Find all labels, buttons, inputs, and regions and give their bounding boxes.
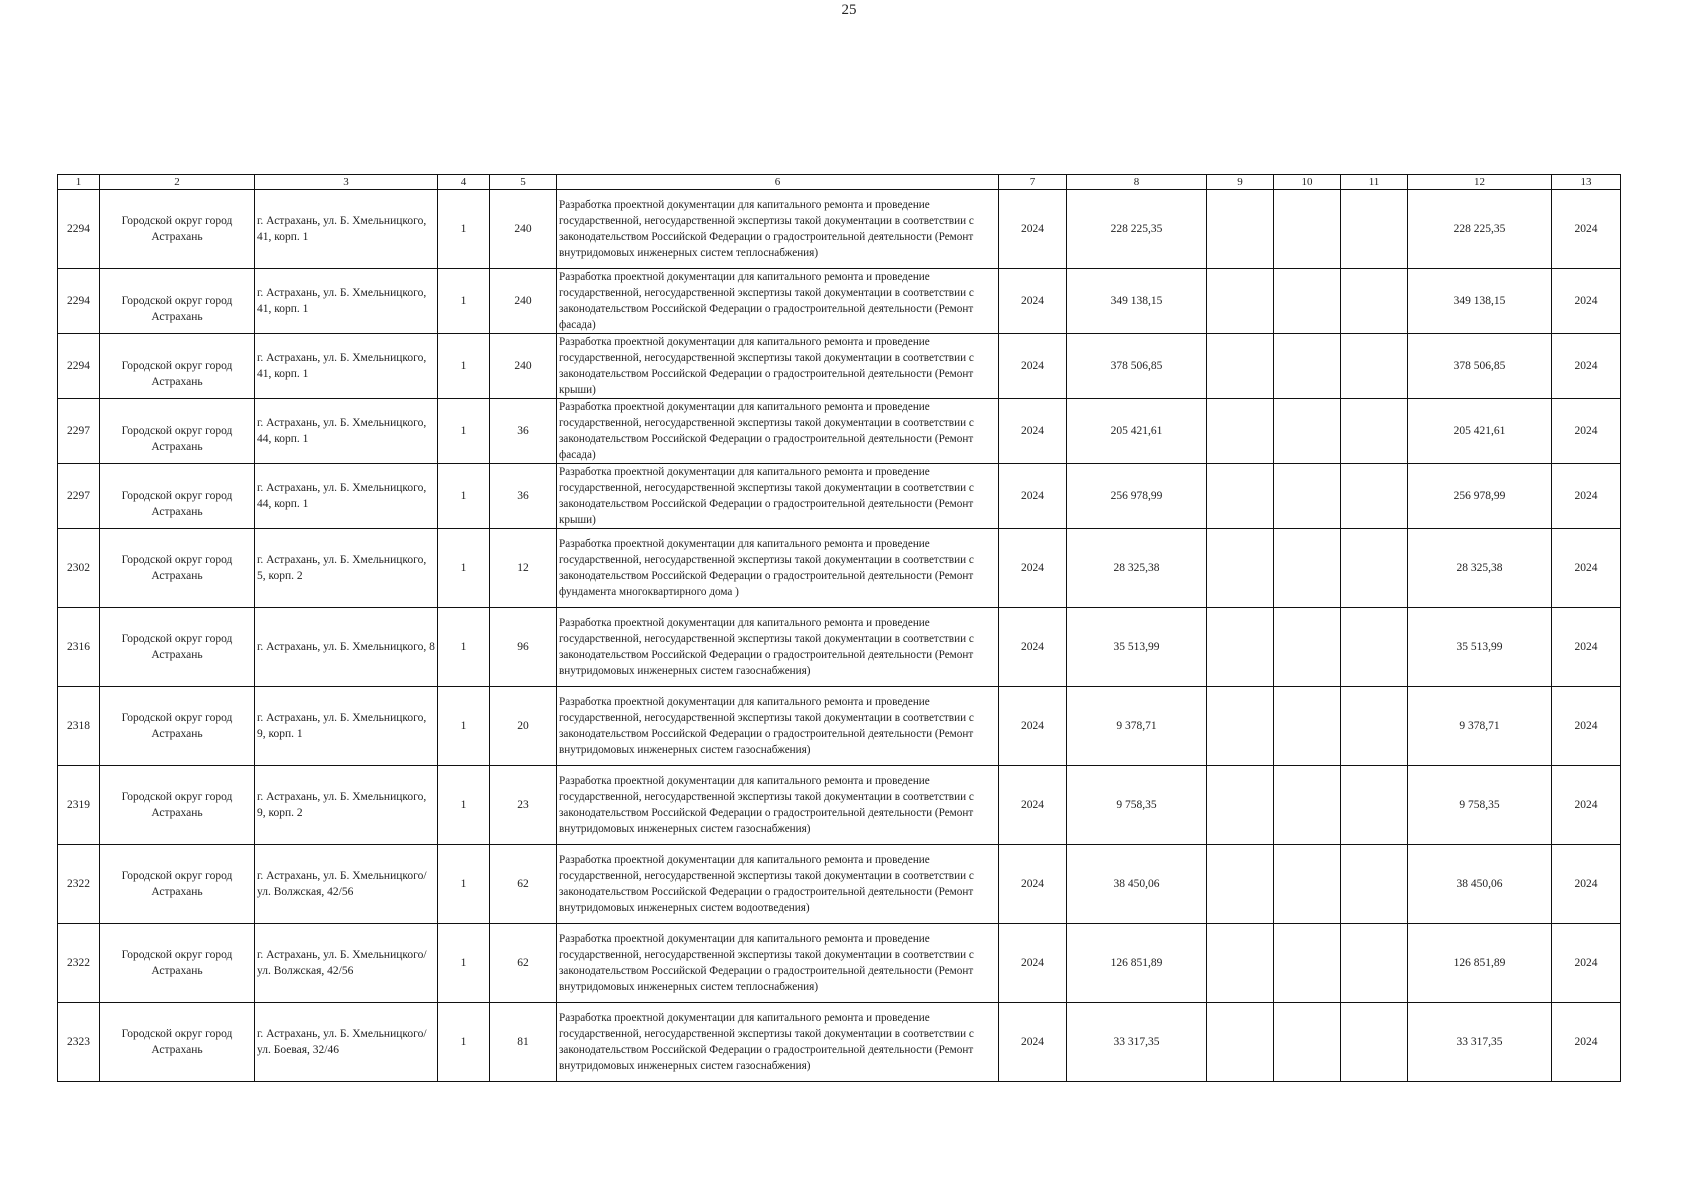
col12-amount: 126 851,89 bbox=[1408, 924, 1552, 1003]
amount: 9 758,35 bbox=[1067, 766, 1207, 845]
year: 2024 bbox=[999, 924, 1067, 1003]
year: 2024 bbox=[999, 190, 1067, 269]
col13-year: 2024 bbox=[1552, 687, 1621, 766]
municipality: Городской округ город Астрахань bbox=[100, 687, 255, 766]
col10-value bbox=[1274, 687, 1341, 766]
year: 2024 bbox=[999, 529, 1067, 608]
municipality: Городской округ город Астрахань bbox=[100, 845, 255, 924]
amount: 349 138,15 bbox=[1067, 269, 1207, 334]
work-description: Разработка проектной документации для капитального ремонта и проведение государственной, негосударственной экспертизы такой документации в соответствии с законодательством Российской Федерации о градостроительной деятельности (Ремонт фундамента многоквартирного дома ) bbox=[557, 529, 999, 608]
col11-value bbox=[1341, 924, 1408, 1003]
amount: 33 317,35 bbox=[1067, 1003, 1207, 1082]
col9-value bbox=[1207, 924, 1274, 1003]
municipality: Городской округ город Астрахань bbox=[100, 529, 255, 608]
page-number: 25 bbox=[841, 2, 857, 18]
col12-amount: 35 513,99 bbox=[1408, 608, 1552, 687]
col4-value: 1 bbox=[438, 334, 490, 399]
amount: 38 450,06 bbox=[1067, 845, 1207, 924]
municipality: Городской округ город Астрахань bbox=[100, 190, 255, 269]
table-header bbox=[58, 175, 1621, 190]
col4-value: 1 bbox=[438, 399, 490, 464]
col12-amount: 38 450,06 bbox=[1408, 845, 1552, 924]
col9-value bbox=[1207, 1003, 1274, 1082]
table-row bbox=[58, 399, 1621, 464]
column-header: 4 bbox=[438, 175, 490, 190]
col9-value bbox=[1207, 269, 1274, 334]
col9-value bbox=[1207, 608, 1274, 687]
column-header: 12 bbox=[1408, 175, 1552, 190]
col13-year: 2024 bbox=[1552, 334, 1621, 399]
table-row bbox=[58, 269, 1621, 334]
row-id: 2319 bbox=[58, 766, 100, 845]
work-description: Разработка проектной документации для капитального ремонта и проведение государственной, негосударственной экспертизы такой документации в соответствии с законодательством Российской Федерации о градостроительной деятельности (Ремонт внутридомовых инженерных систем газоснабжения) bbox=[557, 608, 999, 687]
col5-value: 12 bbox=[490, 529, 557, 608]
year: 2024 bbox=[999, 464, 1067, 529]
row-id: 2302 bbox=[58, 529, 100, 608]
col5-value: 240 bbox=[490, 334, 557, 399]
year: 2024 bbox=[999, 1003, 1067, 1082]
col4-value: 1 bbox=[438, 687, 490, 766]
table-row bbox=[58, 1003, 1621, 1082]
table-row bbox=[58, 924, 1621, 1003]
address: г. Астрахань, ул. Б. Хмельницкого, 41, корп. 1 bbox=[255, 269, 438, 334]
table-row bbox=[58, 766, 1621, 845]
col11-value bbox=[1341, 1003, 1408, 1082]
col13-year: 2024 bbox=[1552, 269, 1621, 334]
column-header: 8 bbox=[1067, 175, 1207, 190]
work-description: Разработка проектной документации для капитального ремонта и проведение государственной, негосударственной экспертизы такой документации в соответствии с законодательством Российской Федерации о градостроительной деятельности (Ремонт фасада) bbox=[557, 399, 999, 464]
row-id: 2322 bbox=[58, 845, 100, 924]
col4-value: 1 bbox=[438, 529, 490, 608]
col12-amount: 256 978,99 bbox=[1408, 464, 1552, 529]
col4-value: 1 bbox=[438, 766, 490, 845]
col5-value: 62 bbox=[490, 845, 557, 924]
municipality: Городской округ город Астрахань bbox=[100, 334, 255, 399]
municipality: Городской округ город Астрахань bbox=[100, 269, 255, 334]
col11-value bbox=[1341, 529, 1408, 608]
year: 2024 bbox=[999, 399, 1067, 464]
col12-amount: 205 421,61 bbox=[1408, 399, 1552, 464]
col12-amount: 228 225,35 bbox=[1408, 190, 1552, 269]
col13-year: 2024 bbox=[1552, 529, 1621, 608]
col4-value: 1 bbox=[438, 464, 490, 529]
row-id: 2294 bbox=[58, 269, 100, 334]
amount: 28 325,38 bbox=[1067, 529, 1207, 608]
col12-amount: 9 758,35 bbox=[1408, 766, 1552, 845]
col10-value bbox=[1274, 334, 1341, 399]
col9-value bbox=[1207, 190, 1274, 269]
address: г. Астрахань, ул. Б. Хмельницкого, 44, корп. 1 bbox=[255, 399, 438, 464]
col13-year: 2024 bbox=[1552, 464, 1621, 529]
col11-value bbox=[1341, 845, 1408, 924]
col5-value: 20 bbox=[490, 687, 557, 766]
address: г. Астрахань, ул. Б. Хмельницкого, 5, корп. 2 bbox=[255, 529, 438, 608]
amount: 9 378,71 bbox=[1067, 687, 1207, 766]
col5-value: 62 bbox=[490, 924, 557, 1003]
col9-value bbox=[1207, 845, 1274, 924]
row-id: 2318 bbox=[58, 687, 100, 766]
col9-value bbox=[1207, 766, 1274, 845]
col12-amount: 33 317,35 bbox=[1408, 1003, 1552, 1082]
year: 2024 bbox=[999, 334, 1067, 399]
address: г. Астрахань, ул. Б. Хмельницкого, 41, корп. 1 bbox=[255, 190, 438, 269]
col4-value: 1 bbox=[438, 845, 490, 924]
year: 2024 bbox=[999, 687, 1067, 766]
col10-value bbox=[1274, 399, 1341, 464]
col10-value bbox=[1274, 1003, 1341, 1082]
work-description: Разработка проектной документации для капитального ремонта и проведение государственной, негосударственной экспертизы такой документации в соответствии с законодательством Российской Федерации о градостроительной деятельности (Ремонт внутридомовых инженерных систем теплоснабжения) bbox=[557, 924, 999, 1003]
table-row bbox=[58, 608, 1621, 687]
col4-value: 1 bbox=[438, 924, 490, 1003]
column-header: 3 bbox=[255, 175, 438, 190]
column-header: 5 bbox=[490, 175, 557, 190]
amount: 378 506,85 bbox=[1067, 334, 1207, 399]
col5-value: 23 bbox=[490, 766, 557, 845]
table-row bbox=[58, 464, 1621, 529]
address: г. Астрахань, ул. Б. Хмельницкого, 9, корп. 2 bbox=[255, 766, 438, 845]
work-description: Разработка проектной документации для капитального ремонта и проведение государственной, негосударственной экспертизы такой документации в соответствии с законодательством Российской Федерации о градостроительной деятельности (Ремонт внутридомовых инженерных систем газоснабжения) bbox=[557, 1003, 999, 1082]
col5-value: 36 bbox=[490, 399, 557, 464]
col4-value: 1 bbox=[438, 190, 490, 269]
col9-value bbox=[1207, 529, 1274, 608]
table-row bbox=[58, 687, 1621, 766]
address: г. Астрахань, ул. Б. Хмельницкого/ ул. Волжская, 42/56 bbox=[255, 924, 438, 1003]
address: г. Астрахань, ул. Б. Хмельницкого/ ул. Боевая, 32/46 bbox=[255, 1003, 438, 1082]
table-row bbox=[58, 845, 1621, 924]
col13-year: 2024 bbox=[1552, 608, 1621, 687]
col9-value bbox=[1207, 464, 1274, 529]
municipality: Городской округ город Астрахань bbox=[100, 399, 255, 464]
col10-value bbox=[1274, 924, 1341, 1003]
year: 2024 bbox=[999, 845, 1067, 924]
col4-value: 1 bbox=[438, 1003, 490, 1082]
col4-value: 1 bbox=[438, 608, 490, 687]
amount: 228 225,35 bbox=[1067, 190, 1207, 269]
col13-year: 2024 bbox=[1552, 924, 1621, 1003]
table-row bbox=[58, 334, 1621, 399]
col5-value: 240 bbox=[490, 269, 557, 334]
table-body bbox=[58, 190, 1621, 1082]
row-id: 2316 bbox=[58, 608, 100, 687]
year: 2024 bbox=[999, 269, 1067, 334]
column-number-row bbox=[58, 175, 1621, 190]
col11-value bbox=[1341, 464, 1408, 529]
col10-value bbox=[1274, 269, 1341, 334]
row-id: 2297 bbox=[58, 399, 100, 464]
municipality: Городской округ город Астрахань bbox=[100, 464, 255, 529]
work-description: Разработка проектной документации для капитального ремонта и проведение государственной, негосударственной экспертизы такой документации в соответствии с законодательством Российской Федерации о градостроительной деятельности (Ремонт внутридомовых инженерных систем водоотведения) bbox=[557, 845, 999, 924]
col13-year: 2024 bbox=[1552, 1003, 1621, 1082]
col11-value bbox=[1341, 334, 1408, 399]
row-id: 2322 bbox=[58, 924, 100, 1003]
work-description: Разработка проектной документации для капитального ремонта и проведение государственной, негосударственной экспертизы такой документации в соответствии с законодательством Российской Федерации о градостроительной деятельности (Ремонт крыши) bbox=[557, 464, 999, 529]
col13-year: 2024 bbox=[1552, 845, 1621, 924]
col11-value bbox=[1341, 399, 1408, 464]
col5-value: 240 bbox=[490, 190, 557, 269]
work-description: Разработка проектной документации для капитального ремонта и проведение государственной, негосударственной экспертизы такой документации в соответствии с законодательством Российской Федерации о градостроительной деятельности (Ремонт фасада) bbox=[557, 269, 999, 334]
col5-value: 81 bbox=[490, 1003, 557, 1082]
amount: 35 513,99 bbox=[1067, 608, 1207, 687]
address: г. Астрахань, ул. Б. Хмельницкого, 41, корп. 1 bbox=[255, 334, 438, 399]
work-description: Разработка проектной документации для капитального ремонта и проведение государственной, негосударственной экспертизы такой документации в соответствии с законодательством Российской Федерации о градостроительной деятельности (Ремонт внутридомовых инженерных систем газоснабжения) bbox=[557, 766, 999, 845]
col5-value: 96 bbox=[490, 608, 557, 687]
column-header: 6 bbox=[557, 175, 999, 190]
col11-value bbox=[1341, 190, 1408, 269]
amount: 205 421,61 bbox=[1067, 399, 1207, 464]
col10-value bbox=[1274, 608, 1341, 687]
address: г. Астрахань, ул. Б. Хмельницкого/ ул. Волжская, 42/56 bbox=[255, 845, 438, 924]
municipality: Городской округ город Астрахань bbox=[100, 1003, 255, 1082]
address: г. Астрахань, ул. Б. Хмельницкого, 44, корп. 1 bbox=[255, 464, 438, 529]
municipality: Городской округ город Астрахань bbox=[100, 766, 255, 845]
col11-value bbox=[1341, 608, 1408, 687]
col10-value bbox=[1274, 845, 1341, 924]
municipality: Городской округ город Астрахань bbox=[100, 924, 255, 1003]
col9-value bbox=[1207, 687, 1274, 766]
table-row bbox=[58, 529, 1621, 608]
address: г. Астрахань, ул. Б. Хмельницкого, 8 bbox=[255, 608, 438, 687]
col9-value bbox=[1207, 399, 1274, 464]
col4-value: 1 bbox=[438, 269, 490, 334]
address: г. Астрахань, ул. Б. Хмельницкого, 9, корп. 1 bbox=[255, 687, 438, 766]
column-header: 13 bbox=[1552, 175, 1621, 190]
col12-amount: 349 138,15 bbox=[1408, 269, 1552, 334]
column-header: 10 bbox=[1274, 175, 1341, 190]
col11-value bbox=[1341, 687, 1408, 766]
col13-year: 2024 bbox=[1552, 399, 1621, 464]
row-id: 2294 bbox=[58, 190, 100, 269]
col12-amount: 378 506,85 bbox=[1408, 334, 1552, 399]
col10-value bbox=[1274, 529, 1341, 608]
col5-value: 36 bbox=[490, 464, 557, 529]
row-id: 2323 bbox=[58, 1003, 100, 1082]
col10-value bbox=[1274, 464, 1341, 529]
col12-amount: 9 378,71 bbox=[1408, 687, 1552, 766]
work-description: Разработка проектной документации для капитального ремонта и проведение государственной, негосударственной экспертизы такой документации в соответствии с законодательством Российской Федерации о градостроительной деятельности (Ремонт крыши) bbox=[557, 334, 999, 399]
column-header: 2 bbox=[100, 175, 255, 190]
column-header: 1 bbox=[58, 175, 100, 190]
col10-value bbox=[1274, 190, 1341, 269]
work-description: Разработка проектной документации для капитального ремонта и проведение государственной, негосударственной экспертизы такой документации в соответствии с законодательством Российской Федерации о градостроительной деятельности (Ремонт внутридомовых инженерных систем газоснабжения) bbox=[557, 687, 999, 766]
column-header: 11 bbox=[1341, 175, 1408, 190]
col10-value bbox=[1274, 766, 1341, 845]
col9-value bbox=[1207, 334, 1274, 399]
col11-value bbox=[1341, 766, 1408, 845]
col13-year: 2024 bbox=[1552, 190, 1621, 269]
column-header: 9 bbox=[1207, 175, 1274, 190]
year: 2024 bbox=[999, 766, 1067, 845]
column-header: 7 bbox=[999, 175, 1067, 190]
year: 2024 bbox=[999, 608, 1067, 687]
col13-year: 2024 bbox=[1552, 766, 1621, 845]
table-row bbox=[58, 190, 1621, 269]
amount: 256 978,99 bbox=[1067, 464, 1207, 529]
row-id: 2297 bbox=[58, 464, 100, 529]
row-id: 2294 bbox=[58, 334, 100, 399]
amount: 126 851,89 bbox=[1067, 924, 1207, 1003]
capital-repair-table bbox=[57, 174, 1621, 1082]
col12-amount: 28 325,38 bbox=[1408, 529, 1552, 608]
work-description: Разработка проектной документации для капитального ремонта и проведение государственной, негосударственной экспертизы такой документации в соответствии с законодательством Российской Федерации о градостроительной деятельности (Ремонт внутридомовых инженерных систем теплоснабжения) bbox=[557, 190, 999, 269]
municipality: Городской округ город Астрахань bbox=[100, 608, 255, 687]
col11-value bbox=[1341, 269, 1408, 334]
